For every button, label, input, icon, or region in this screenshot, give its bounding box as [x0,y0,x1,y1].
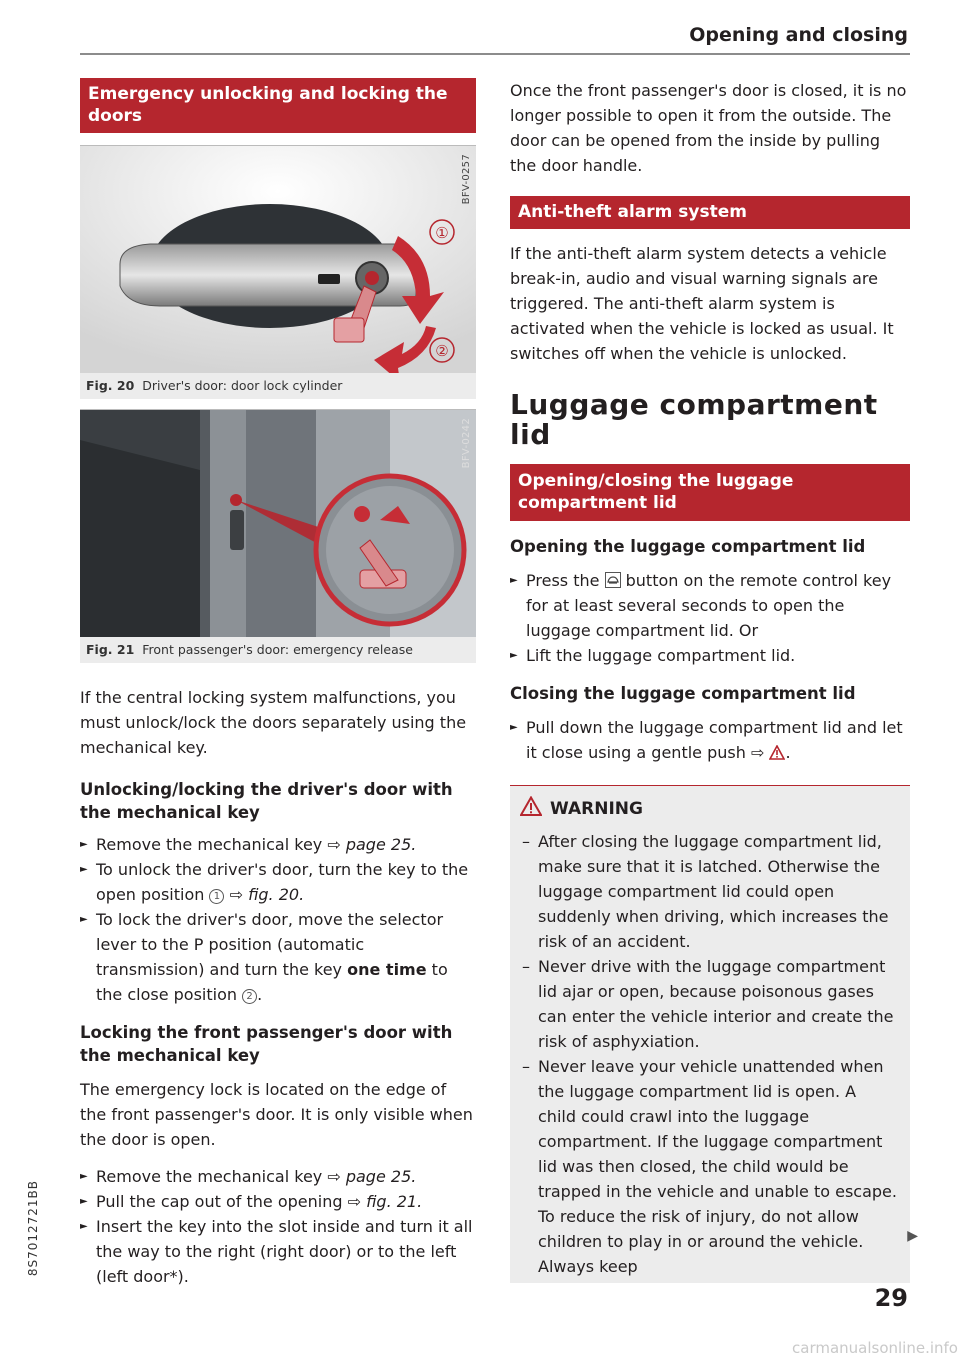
passenger-door-steps [80,1164,476,1289]
page-ref-link[interactable]: ⇨ page 25. [327,1167,417,1186]
warning-item: – After closing the luggage compartment lid, make sure that it is latched. Otherwise the luggage compartment lid could open suddenly when driving, which increases the risk of an accident. [522,829,898,954]
warning-list [510,829,910,1279]
step-item: ► Lift the luggage compartment lid. [510,643,910,668]
figure-20 [80,145,476,373]
page-number: 29 [874,1284,908,1312]
subheading-closing-lid: Closing the luggage compartment lid [510,684,856,703]
fig20-caption-text: Driver's door: door lock cylinder [142,378,343,393]
subheading-opening-lid: Opening the luggage compartment lid [510,537,866,556]
left-column [80,78,476,1289]
heading-opening-closing-lid: Opening/closing the luggage compartment lid [510,464,910,521]
subheading-passenger-door: Locking the front passenger's door with the mechanical key [80,1023,453,1065]
fig20-caption [80,373,476,399]
closing-lid-steps [510,715,910,767]
door-handle-illustration [80,146,476,373]
warning-title: WARNING [510,786,910,829]
passenger-door-illustration [80,410,476,637]
running-header: Opening and closing [689,24,908,46]
step-item: ► Remove the mechanical key ⇨ page 25. [80,832,476,857]
fig-ref-link[interactable]: ⇨ fig. 21. [347,1192,423,1211]
right-column [510,78,910,1283]
page-ref-link[interactable]: ⇨ page 25. [327,835,417,854]
fig20-marker-2: ② [435,342,449,360]
warning-item: – Never leave your vehicle unattended when the luggage compartment lid is open. A child could crawl into the luggage compartment. If the luggage compartment lid was then closed, the child would be trapped in the vehicle and unable to escape. To reduce the risk of injury, do not allow children to play in or around the vehicle. Always keep [522,1054,898,1279]
step-item: ► Remove the mechanical key ⇨ page 25. [80,1164,476,1189]
passenger-door-paragraph: The emergency lock is located on the edge of the front passenger's door. It is only visible when the door is open. [80,1080,473,1149]
drivers-door-steps [80,832,476,1007]
fig20-code: BFV-0257 [461,154,472,205]
trunk-button-icon [605,572,621,588]
passenger-door-closed-paragraph: Once the front passenger's door is closed, it is no longer possible to open it from the outside. The door can be opened from the inside by pulling the door handle. [510,81,907,175]
section-title-luggage: Luggage compartment lid [510,388,878,451]
fig21-caption-text: Front passenger's door: emergency release [142,642,413,657]
opening-lid-steps [510,568,910,668]
header-rule [80,53,910,55]
step-item: ► To unlock the driver's door, turn the key to the open position 1 ⇨ fig. 20. [80,857,476,907]
continue-arrow-icon: ▶ [907,1228,918,1244]
document-code: 8S7012721BB [26,1180,40,1277]
step-item: ► To lock the driver's door, move the selector lever to the P position (automatic transmission) and turn the key one time to the close position 2 . [80,907,476,1007]
fig21-number: Fig. 21 [86,642,135,657]
heading-anti-theft: Anti-theft alarm system [510,196,910,229]
warning-box [510,785,910,1283]
subheading-drivers-door: Unlocking/locking the driver's door with the mechanical key [80,780,453,822]
warning-ref-link[interactable]: ⇨ [751,743,786,762]
fig21-code: BFV-0242 [461,418,472,469]
fig21-caption [80,637,476,663]
intro-paragraph: If the central locking system malfunctions, you must unlock/lock the doors separately using the mechanical key. [80,688,467,757]
figure-21 [80,409,476,637]
warning-item: – Never drive with the luggage compartment lid ajar or open, because poisonous gases can enter the vehicle interior and create the risk of asphyxiation. [522,954,898,1054]
warning-triangle-icon [769,742,785,767]
warning-triangle-icon [520,796,542,821]
fig20-number: Fig. 20 [86,378,135,393]
step-item: ► Insert the key into the slot inside and turn it all the way to the right (right door) or to the left (left door*). [80,1214,476,1289]
position-2-marker: 2 [242,989,257,1004]
watermark: carmanualsonline.info [792,1339,958,1357]
step-item: ► Press the button on the remote control key for at least several seconds to open the luggage compartment lid. Or [510,568,910,643]
position-1-marker: 1 [209,889,224,904]
fig-ref-link[interactable]: ⇨ fig. 20. [224,885,305,904]
anti-theft-paragraph: If the anti-theft alarm system detects a vehicle break-in, audio and visual warning signals are triggered. The anti-theft alarm system is activated when the vehicle is locked as usual. It switches off when the vehicle is unlocked. [510,244,894,363]
fig20-marker-1: ① [435,224,449,242]
heading-emergency-unlocking: Emergency unlocking and locking the doors [80,78,476,133]
step-item: ► Pull the cap out of the opening ⇨ fig. 21. [80,1189,476,1214]
step-item: ► Pull down the luggage compartment lid and let it close using a gentle push ⇨ . [510,715,910,767]
